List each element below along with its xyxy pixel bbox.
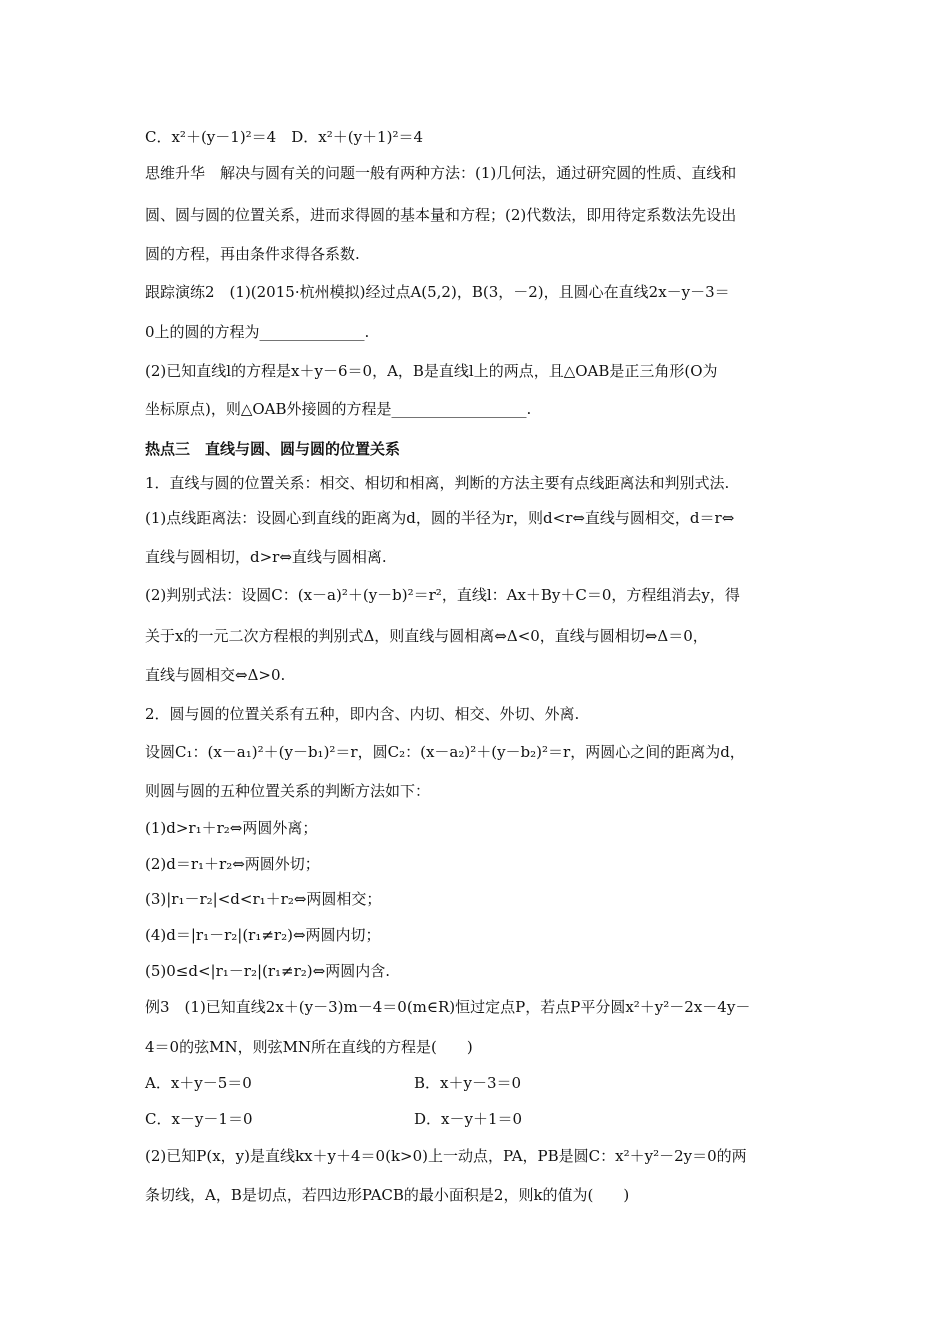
option-a: A．x＋y－5＝0 — [145, 1074, 252, 1092]
relation-3: (3)|r₁－r₂|<d<r₁＋r₂⇔两圆相交； — [145, 890, 382, 908]
practice-2-line-4: 坐标原点)，则△OAB外接圆的方程是__________________. — [145, 400, 532, 418]
relation-5: (5)0≤d<|r₁－r₂|(r₁≠r₂)⇔两圆内含. — [145, 962, 390, 980]
example-3-line-2: 4＝0的弦MN，则弦MN所在直线的方程是( ) — [145, 1038, 473, 1056]
relation-1: (1)d>r₁＋r₂⇔两圆外离； — [145, 819, 318, 837]
practice-2-line-3: (2)已知直线l的方程是x＋y－6＝0，A，B是直线l上的两点，且△OAB是正三角形(O为 — [145, 362, 718, 380]
discriminant-method-line-3: 直线与圆相交⇔Δ>0. — [145, 666, 286, 684]
distance-method-line-1: (1)点线距离法：设圆心到直线的距离为d，圆的半径为r，则d<r⇔直线与圆相交，d＝r⇔ — [145, 509, 735, 527]
section-heading: 热点三 直线与圆、圆与圆的位置关系 — [145, 440, 401, 458]
circle-setup-line-1: 设圆C₁：(x－a₁)²＋(y－b₁)²＝r，圆C₂：(x－a₂)²＋(y－b₂)²＝r，两圆心之间的距离为d， — [145, 743, 745, 761]
summary-line-1: 思维升华 解决与圆有关的问题一般有两种方法：(1)几何法，通过研究圆的性质、直线和 — [145, 164, 737, 182]
summary-line-2: 圆、圆与圆的位置关系，进而求得圆的基本量和方程；(2)代数法，即用待定系数法先设出 — [145, 206, 737, 224]
option-c: C．x－y－1＝0 — [145, 1110, 253, 1128]
example-3-part-2-line-1: (2)已知P(x，y)是直线kx＋y＋4＝0(k>0)上一动点，PA，PB是圆C：x²＋y²－2y＝0的两 — [145, 1147, 747, 1165]
circle-setup-line-2: 则圆与圆的五种位置关系的判断方法如下： — [145, 782, 431, 800]
distance-method-line-2: 直线与圆相切，d>r⇔直线与圆相离. — [145, 548, 387, 566]
summary-line-3: 圆的方程，再由条件求得各系数. — [145, 245, 360, 263]
example-3-line-1: 例3 (1)已知直线2x＋(y－3)m－4＝0(m∈R)恒过定点P，若点P平分圆x²＋y²－2x－4y－ — [145, 998, 751, 1016]
relation-4: (4)d＝|r₁－r₂|(r₁≠r₂)⇔两圆内切； — [145, 926, 381, 944]
point-2-intro: 2．圆与圆的位置关系有五种，即内含、内切、相交、外切、外离. — [145, 705, 580, 723]
point-1-intro: 1．直线与圆的位置关系：相交、相切和相离，判断的方法主要有点线距离法和判别式法. — [145, 474, 730, 492]
example-3-part-2-line-2: 条切线，A，B是切点，若四边形PACB的最小面积是2，则k的值为( ) — [145, 1186, 630, 1204]
option-b: B．x＋y－3＝0 — [414, 1074, 522, 1092]
practice-2-line-1: 跟踪演练2 (1)(2015·杭州模拟)经过点A(5,2)，B(3，－2)，且圆心在直线2x－y－3＝ — [145, 283, 730, 301]
practice-2-line-2: 0上的圆的方程为______________. — [145, 323, 370, 341]
discriminant-method-line-1: (2)判别式法：设圆C：(x－a)²＋(y－b)²＝r²，直线l：Ax＋By＋C＝0，方程组消去y，得 — [145, 586, 740, 604]
options-c-d-line: C．x²＋(y－1)²＝4 D．x²＋(y＋1)²＝4 — [145, 128, 424, 146]
option-d: D．x－y＋1＝0 — [414, 1110, 523, 1128]
discriminant-method-line-2: 关于x的一元二次方程根的判别式Δ，则直线与圆相离⇔Δ<0，直线与圆相切⇔Δ＝0， — [145, 627, 708, 645]
relation-2: (2)d＝r₁＋r₂⇔两圆外切； — [145, 855, 320, 873]
